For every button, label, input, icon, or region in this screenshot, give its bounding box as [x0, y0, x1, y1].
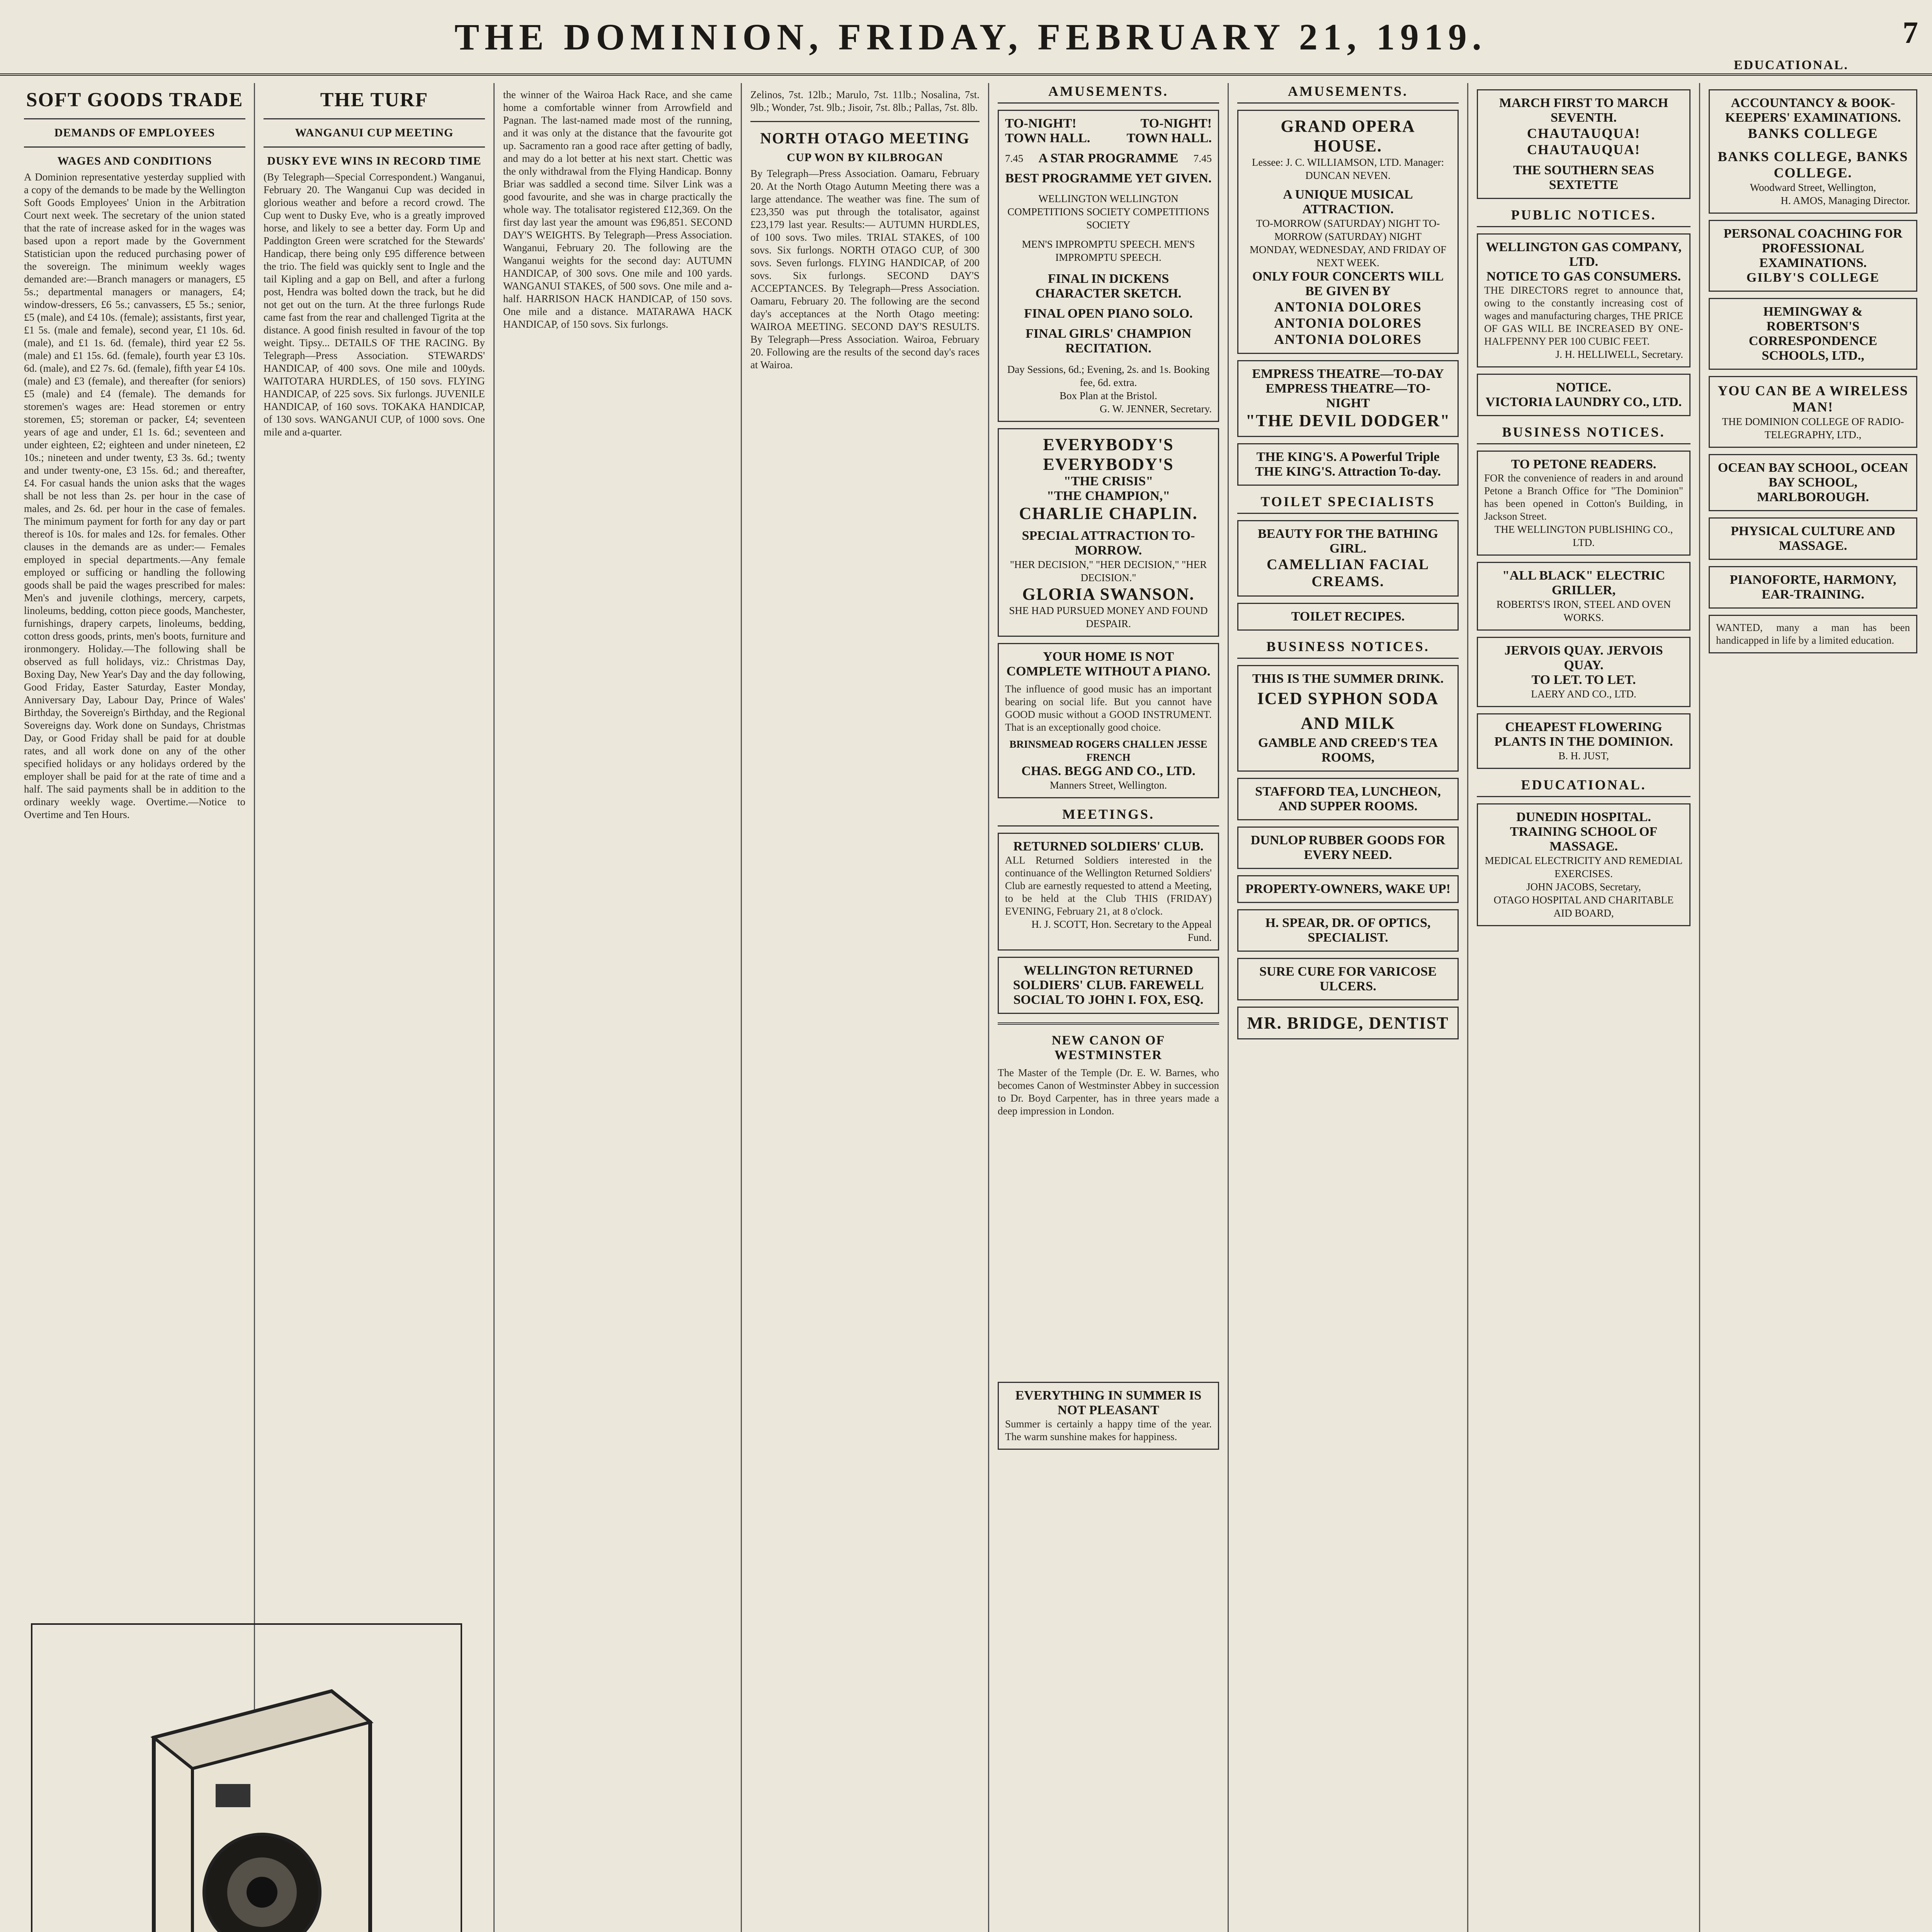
divider — [24, 118, 245, 119]
accountancy-exams: ACCOUNTANCY & BOOK-KEEPERS' EXAMINATIONS. — [1725, 96, 1901, 125]
wellington: WELLINGTON WELLINGTON — [1038, 193, 1179, 204]
article-north-otago: By Telegraph—Press Association. Oamaru, February 20. At the North Otago Autumn Meeting there was a large attendance. The weather was fine. The sum of £23,350 was put through the totalisator, against £23,179 last year. Results:— AUTUMN HURDLES, of 100 sovs. Two miles. TRIAL STAKES, of 100 sovs. Six furlongs. NORTH OTAGO CUP, of 300 sovs. Seven furlongs. FLYING HANDICAP, of 200 sovs. Six furlongs. SECOND DAY'S ACCEPTANCES. By Telegraph—Press Association. Oamaru, February 20. The following are the second day's acceptances at the North Otago meeting: WAIROA MEETING. SECOND DAY'S RESULTS. By Telegraph—Press Association. Wairoa, February 20. Following are the results of the second day's races at Wairoa. — [750, 168, 980, 371]
ad-piano — [998, 643, 1219, 798]
ad-empress — [1237, 360, 1459, 437]
petone-body: FOR the convenience of readers in and around Petone a Branch Office for "The Dominion" has been opened in Cotton's Building, in Jackson Street. — [1484, 472, 1683, 522]
grand-opera-house: GRAND OPERA HOUSE. — [1281, 117, 1415, 155]
article-soft-goods: A Dominion representative yesterday supplied with a copy of the demands to be made by the Wellington Soft Goods Employees' Union in the Arbitration Court next week. The secretary of the union stated that the rate of increase asked for in the wages was based upon a report made by the Government Statistician upon the reduced purchasing power of the sovereign. The minimum weekly wages demanded are:—Branch managers or managers, £5 5s.; departmental managers or managers, £4; window-dressers, £6 5s.; canvassers, £5 5s.; senior, £5 (male), and £4 10s. (female); assistants, first year, £1 5s. (male and female), second year, £1 10s. 6d. (male), and £1 1s. 6d. (female), third year £2 5s. (male) and £1 15s. 6d. (female), fourth year £3 10s. 6d. (male), and £2 7s. 6d. (female), fifth year £4 10s. (male) and £3 (female), and thereafter (for seniors) £5 (male) and £4 (female). The demands for storemen's wages are: Head storemen or entry storemen, £5; storeman or packer, £4; seventeen years of age and under, £1 1s. 6d.; seventeen and under eighteen, £2; eighteen and under nineteen, £2 10s.; nineteen and under twenty, £3 3s. 6d.; twenty and under twenty-one, £3 15s. 6d.; and thereafter, £4. For casual hands the union asks that the wages shall be not less than 2s. per hour in the case of males, and 2s. 6d. per hour in the case of females. The minimum payment for forth for any day or part thereof is 10s. for males and 12s. for females. Other clauses in the demands are as under:— Females employed in special departments.—Any female employed or sufficing or handling the following goods shall be paid the wages prescribed for males: Men's and juvenile clothings, mercery, carpets, linoleums, bedding, cotton piece goods, Manchester, furnishings, drapery carpets, linoleums, bedding, cotton dress goods, prints, men's boots, furniture and ironmongery. Holiday.—The following shall be observed as full holidays, viz.: Christmas Day, Boxing Day, New Year's Day and the day following, Good Friday, Easter Saturday, Easter Monday, Anniversary Day, Labour Day, Prince of Wales' Birthday, the Sovereign's Birthday, and the Regional Sovereigns day. Work done on Sundays, Christmas Day, or Good Friday shall be paid for at double rates, and all work done on any of the other specified holidays or any holidays ordered by the employer shall be paid for at the rate of time and a half. The said payments shall be in addition to the ordinary weekly wage. Overtime.—Notice to Overtime and Ten Hours. — [24, 171, 245, 820]
ad-griller — [1477, 562, 1690, 631]
camera-illustration — [100, 1637, 393, 1932]
section-meetings: MEETINGS. — [998, 806, 1219, 827]
ad-property — [1237, 875, 1459, 903]
ocean-bay-school: OCEAN BAY SCHOOL, OCEAN BAY SCHOOL, MARLBOROUGH. — [1718, 461, 1908, 504]
box-plan: Box Plan at the Bristol. — [1060, 390, 1157, 401]
ad-wireless — [1709, 376, 1917, 448]
gilbys-college: GILBY'S COLLEGE — [1746, 270, 1880, 285]
headline-soft-goods: SOFT GOODS TRADE — [26, 89, 243, 111]
banks-address: Woodward Street, Wellington, — [1750, 182, 1876, 193]
gas-body: THE DIRECTORS regret to announce that, owing to the constantly increasing cost of wages and manufacturing charges, THE PRICE OF GAS WILL BE INCREASED BY ONE-HALFPENNY PER 100 CUBIC FEET. — [1484, 284, 1683, 347]
physical-culture: PHYSICAL CULTURE AND MASSAGE. — [1731, 524, 1895, 553]
ad-spear — [1237, 909, 1459, 952]
varicose-cure: SURE CURE FOR VARICOSE ULCERS. — [1259, 964, 1437, 993]
sessions-pricing: Day Sessions, 6d.; Evening, 2s. and 1s. Booking fee, 6d. extra. — [1007, 364, 1210, 388]
laery-co: LAERY AND CO., LTD. — [1531, 688, 1636, 700]
personal-coaching: PERSONAL COACHING FOR PROFESSIONAL EXAMINATIONS. — [1723, 226, 1903, 270]
begg-company: CHAS. BEGG AND CO., LTD. — [1021, 764, 1196, 778]
article-canon: The Master of the Temple (Dr. E. W. Barnes, who becomes Canon of Westminster Abbey in succession to Dr. Boyd Carpenter, has in three years made a deep impression in London. — [998, 1067, 1219, 1117]
section-business-2: BUSINESS NOTICES. — [1477, 424, 1690, 444]
unique-attraction: A UNIQUE MUSICAL ATTRACTION. — [1283, 187, 1413, 216]
section-public-notices: PUBLIC NOTICES. — [1477, 207, 1690, 227]
column-4 — [742, 83, 989, 1932]
all-black-griller: "ALL BLACK" ELECTRIC GRILLER, — [1502, 568, 1665, 597]
ad-competitions — [998, 110, 1219, 422]
columns-container — [15, 83, 1926, 1932]
pianoforte-harmony: PIANOFORTE, HARMONY, EAR-TRAINING. — [1730, 573, 1896, 602]
ad-kings — [1237, 443, 1459, 486]
the-champion: "THE CHAMPION," — [1046, 489, 1170, 503]
headline-canon: NEW CANON OF WESTMINSTER — [1051, 1033, 1165, 1062]
subhead-kilbrogan: CUP WON BY KILBROGAN — [787, 151, 943, 164]
ad-summer-drink — [1237, 665, 1459, 772]
hemingway-robertson: HEMINGWAY & ROBERTSON'S CORRESPONDENCE SCHOOLS, LTD., — [1748, 304, 1878, 363]
subhead-demands: DEMANDS OF EMPLOYEES — [54, 126, 215, 139]
camellian-creams: CAMELLIAN FACIAL CREAMS. — [1267, 556, 1429, 590]
ad-summer — [998, 1382, 1219, 1450]
ad-banks-college — [1709, 89, 1917, 214]
summer-headline: EVERYTHING IN SUMMER IS NOT PLEASANT — [1015, 1388, 1202, 1417]
spear-optics: H. SPEAR, DR. OF OPTICS, SPECIALIST. — [1265, 916, 1431, 945]
ad-gas — [1477, 233, 1690, 367]
gamble-creed: GAMBLE AND CREED'S TEA ROOMS, — [1258, 736, 1438, 765]
column-3 — [495, 83, 742, 1932]
gas-secretary: J. H. HELLIWELL, Secretary. — [1555, 349, 1683, 360]
piano-brands: BRINSMEAD ROGERS CHALLEN JESSE FRENCH — [1009, 738, 1208, 763]
her-decision: "HER DECISION," "HER DECISION," "HER DECISION." — [1010, 559, 1207, 583]
ad-rsa — [998, 833, 1219, 951]
townhall-left: TOWN HALL. — [1005, 131, 1090, 145]
ad-pianoforte — [1709, 566, 1917, 609]
rsa-body: ALL Returned Soldiers interested in the continuance of the Wellington Returned Soldiers' Club are earnestly requested to attend a Meeting, to be held at the Club THIS (FRIDAY) EVENING, February 21, at 8 o'clock. — [1005, 854, 1212, 917]
piano-headline: YOUR HOME IS NOT COMPLETE WITHOUT A PIANO. — [1006, 650, 1211, 679]
divider — [264, 146, 485, 148]
divider — [264, 118, 485, 119]
wp-company: THE WELLINGTON PUBLISHING CO., LTD. — [1494, 524, 1673, 548]
she-had-pursued: SHE HAD PURSUED MONEY AND FOUND DESPAIR. — [1009, 605, 1208, 629]
beauty-bathing: BEAUTY FOR THE BATHING GIRL. — [1258, 527, 1438, 556]
results-continued: Zelinos, 7st. 12lb.; Marulo, 7st. 11lb.; Nosalina, 7st. 9lb.; Wonder, 7st. 9lb.; Jisoir, 7st. 8lb.; Pallas, 7st. 8lb. — [750, 89, 980, 113]
piano-body: The influence of good music has an important bearing on social life. But you cannot have GOOD music without a GOOD INSTRUMENT. That is an exceptionally good choice. — [1005, 683, 1212, 733]
ad-jervois — [1477, 637, 1690, 707]
ad-recipes — [1237, 603, 1459, 631]
page-number: 7 — [1903, 16, 1918, 50]
divider — [750, 121, 980, 122]
final-piano: FINAL OPEN PIANO SOLO. — [1024, 306, 1193, 321]
charlie-chaplin: CHARLIE CHAPLIN. — [1019, 504, 1198, 523]
subhead-wanganui: WANGANUI CUP MEETING — [295, 126, 454, 139]
laundry-notice: NOTICE. — [1556, 380, 1611, 395]
article-turf: (By Telegraph—Special Correspondent.) Wanganui, February 20. The Wanganui Cup was decided in glorious weather and before a record crowd. The Cup went to Dusky Eve, who is a greatly improved horse, and likely to see a better day. Form Up and Paddington Green were scratched for the Stewards' Handicap, there being only £95 difference between the trio. The field was quickly sent to Ingle and the tail Kipling and a gap on Bell, and after a furlong post, Hendra was bolted down the track, but he did not get out on the turn. At the three furlongs Rude came fast from the rear and challenged Tigrita at the distance. A good finish resulted in favour of the top weight. Tipsy... DETAILS OF THE RACING. By Telegraph—Press Association. STEWARDS' HANDICAP, of 400 sovs. One mile and 100yds. WAITOTARA HURDLES, of 150 sovs. FLYING HANDICAP, of 225 sovs. Six furlongs. JUVENILE HANDICAP, of 160 sovs. TOKAKA HANDICAP, of 130 sovs. WANGANUI CUP, of 1000 sovs. One mile and a-quarter. — [264, 171, 485, 438]
summer-drink: THIS IS THE SUMMER DRINK. — [1252, 672, 1444, 686]
ad-grand-opera — [1237, 110, 1459, 354]
dunedin-hospital: DUNEDIN HOSPITAL. — [1516, 810, 1651, 824]
the-crisis: "THE CRISIS" — [1063, 474, 1153, 488]
a-star-programme: A STAR PROGRAMME — [1038, 151, 1179, 165]
banks-college: BANKS COLLEGE — [1748, 126, 1878, 141]
best-programme: BEST PROGRAMME YET GIVEN. — [1005, 171, 1212, 185]
drink-list: ICED SYPHON SODA AND MILK — [1257, 689, 1439, 733]
ad-ocean-bay — [1709, 454, 1917, 511]
dunlop-rubber: DUNLOP RUBBER GOODS FOR EVERY NEED. — [1250, 833, 1446, 862]
ad-beauty — [1237, 520, 1459, 597]
stafford-tea: STAFFORD TEA, LUNCHEON, AND SUPPER ROOMS. — [1255, 784, 1441, 813]
radio-college: THE DOMINION COLLEGE OF RADIO-TELEGRAPHY, LTD., — [1722, 416, 1904, 440]
section-label-educational: EDUCATIONAL. — [1733, 58, 1849, 72]
newspaper-title: THE DOMINION, FRIDAY, FEBRUARY 21, 1919. — [454, 16, 1487, 58]
rsa-secretary: H. J. SCOTT, Hon. Secretary to the Appeal Fund. — [1031, 918, 1212, 943]
masthead — [0, 0, 1932, 76]
antonia-dolores: ANTONIA DOLORES ANTONIA DOLORES ANTONIA DOLORES — [1274, 299, 1422, 347]
four-concerts: ONLY FOUR CONCERTS WILL BE GIVEN BY — [1252, 269, 1444, 298]
ad-dunlop — [1237, 827, 1459, 869]
bh-just: B. H. JUST, — [1558, 750, 1609, 762]
ad-gilbys — [1709, 220, 1917, 292]
ad-plants — [1477, 713, 1690, 769]
column-6 — [1229, 83, 1468, 1932]
tonight-right: TO-NIGHT! — [1140, 116, 1212, 131]
subhead-wages: WAGES AND CONDITIONS — [57, 155, 212, 167]
ad-laundry — [1477, 374, 1690, 416]
bridge-dentist: MR. BRIDGE, DENTIST — [1247, 1014, 1449, 1032]
townhall-right: TOWN HALL. — [1126, 131, 1212, 145]
ad-bridge — [1237, 1007, 1459, 1039]
column-7 — [1468, 83, 1700, 1932]
rsa-title: RETURNED SOLDIERS' CLUB. — [1013, 839, 1204, 854]
column-8 — [1700, 83, 1926, 1932]
banks-director: H. AMOS, Managing Director. — [1781, 195, 1910, 206]
section-business: BUSINESS NOTICES. — [1237, 638, 1459, 659]
southern-seas: THE SOUTHERN SEAS SEXTETTE — [1513, 163, 1654, 192]
ad-farewell — [998, 957, 1219, 1014]
ad-physical — [1709, 517, 1917, 560]
ad-dunedin — [1477, 803, 1690, 926]
ad-hemingway — [1709, 298, 1917, 370]
divider — [998, 1022, 1219, 1025]
impromptu-speech: MEN'S IMPROMPTU SPEECH. MEN'S IMPROMPTU SPEECH. — [1022, 238, 1195, 263]
final-dickens: FINAL IN DICKENS CHARACTER SKETCH. — [1035, 272, 1182, 301]
ad-varicose — [1237, 958, 1459, 1000]
roberts-works: ROBERTS'S IRON, STEEL AND OVEN WORKS. — [1496, 599, 1671, 623]
chautauqua-title: CHAUTAUQUA! CHAUTAUQUA! — [1527, 126, 1641, 157]
headline-turf: THE TURF — [320, 89, 429, 111]
subhead-dusky-eve: DUSKY EVE WINS IN RECORD TIME — [267, 155, 481, 167]
gas-notice: NOTICE TO GAS CONSUMERS. — [1486, 269, 1681, 284]
petone-readers: TO PETONE READERS. — [1511, 457, 1656, 471]
victoria-laundry: VICTORIA LAUNDRY CO., LTD. — [1485, 395, 1682, 409]
kodak-advertisement — [31, 1623, 462, 1932]
section-amusements: AMUSEMENTS. — [998, 83, 1219, 104]
empress-title: EMPRESS THEATRE—TO-DAY EMPRESS THEATRE—TO-NIGHT — [1252, 367, 1444, 410]
medical-electricity: MEDICAL ELECTRICITY AND REMEDIAL EXERCISES. — [1485, 855, 1683, 879]
time-left: 7.45 — [1005, 153, 1024, 164]
otago-board: OTAGO HOSPITAL AND CHARITABLE AID BOARD, — [1493, 894, 1674, 919]
article-turf-continued: the winner of the Wairoa Hack Race, and she came home a comfortable winner from Arrowfield and Pagnan. The last-named made most of the running, and it was only at the distance that the favourite got up. Sacramento ran a good race after getting of badly, and may do a lot better at his next start. Chettic was the only withdrawal from the Flying Handicap. Bonny Briar was saddled a second time. Silver Link was a good favourite, and she was in charge practically the whole way. The totalisator registered £12,369. On the first day last year the amount was £96,851. SECOND DAY'S WEIGHTS. By Telegraph—Press Association. Wanganui, February 20. The following are the Wanganui weights for the second day: AUTUMN HANDICAP, of 300 sovs. One mile and 100 yards. WANGANUI STAKES, of 500 sovs. One mile and a-half. HARRISON HACK HANDICAP, of 150 sovs. One mile and a distance. MATARAWA HACK HANDICAP, of 150 sovs. Six furlongs. — [503, 89, 732, 330]
farewell-title: WELLINGTON RETURNED SOLDIERS' CLUB. FAREWELL SOCIAL TO JOHN I. FOX, ESQ. — [1013, 963, 1204, 1007]
section-educational-2: EDUCATIONAL. — [1477, 777, 1690, 797]
begg-address: Manners Street, Wellington. — [1049, 779, 1167, 791]
tonight-left: TO-NIGHT! — [1005, 116, 1077, 131]
banks-college-2: BANKS COLLEGE, BANKS COLLEGE. — [1718, 149, 1908, 180]
massage-school: TRAINING SCHOOL OF MASSAGE. — [1510, 825, 1658, 854]
special-attraction: SPECIAL ATTRACTION TO-MORROW. — [1022, 529, 1195, 558]
jacobs-secretary: JOHN JACOBS, Secretary, — [1526, 881, 1641, 893]
monday-wednesday: MONDAY, WEDNESDAY, AND FRIDAY OF NEXT WEEK. — [1249, 244, 1447, 269]
section-toilet: TOILET SPECIALISTS — [1237, 493, 1459, 514]
everybodys-title: EVERYBODY'S EVERYBODY'S — [1043, 435, 1174, 474]
jenner-secretary: G. W. JENNER, Secretary. — [1100, 403, 1212, 415]
jervois-quay: JERVOIS QUAY. JERVOIS QUAY. — [1504, 643, 1663, 672]
chautauqua-dates: MARCH FIRST TO MARCH SEVENTH. — [1499, 96, 1668, 125]
headline-north-otago: NORTH OTAGO MEETING — [760, 129, 970, 147]
competitions-society: COMPETITIONS SOCIETY COMPETITIONS SOCIETY — [1007, 206, 1209, 231]
to-let: TO LET. TO LET. — [1531, 673, 1636, 687]
flowering-plants: CHEAPEST FLOWERING PLANTS IN THE DOMINION. — [1494, 720, 1673, 749]
final-recitation: FINAL GIRLS' CHAMPION RECITATION. — [1026, 327, 1191, 355]
ad-wanted — [1709, 615, 1917, 653]
kings-title: THE KING'S. A Powerful Triple THE KING'S. Attraction To-day. — [1255, 450, 1441, 479]
time-right: 7.45 — [1193, 153, 1212, 164]
ad-chautauqua — [1477, 89, 1690, 199]
summer-body: Summer is certainly a happy time of the year. The warm sunshine makes for happiness. — [1005, 1418, 1212, 1442]
gloria-swanson: GLORIA SWANSON. — [1022, 585, 1195, 604]
ad-stafford — [1237, 778, 1459, 820]
devil-dodger: "THE DEVIL DODGER" — [1245, 411, 1451, 430]
ad-petone — [1477, 451, 1690, 556]
divider — [24, 146, 245, 148]
toilet-recipes: TOILET RECIPES. — [1291, 609, 1405, 624]
grand-lessee: Lessee: J. C. WILLIAMSON, LTD. Manager: DUNCAN NEVEN. — [1252, 156, 1444, 181]
column-5 — [989, 83, 1229, 1932]
ad-everybodys — [998, 428, 1219, 637]
property-owners: PROPERTY-OWNERS, WAKE UP! — [1245, 882, 1451, 896]
saturday-night: TO-MORROW (SATURDAY) NIGHT TO-MORROW (SATURDAY) NIGHT — [1256, 218, 1440, 242]
gas-company: WELLINGTON GAS COMPANY, LTD. — [1486, 240, 1682, 269]
wanted-education: WANTED, many a man has been handicapped in life by a limited education. — [1716, 622, 1910, 646]
section-amusements-2: AMUSEMENTS. — [1237, 83, 1459, 104]
wireless-man: YOU CAN BE A WIRELESS MAN! — [1718, 383, 1908, 415]
